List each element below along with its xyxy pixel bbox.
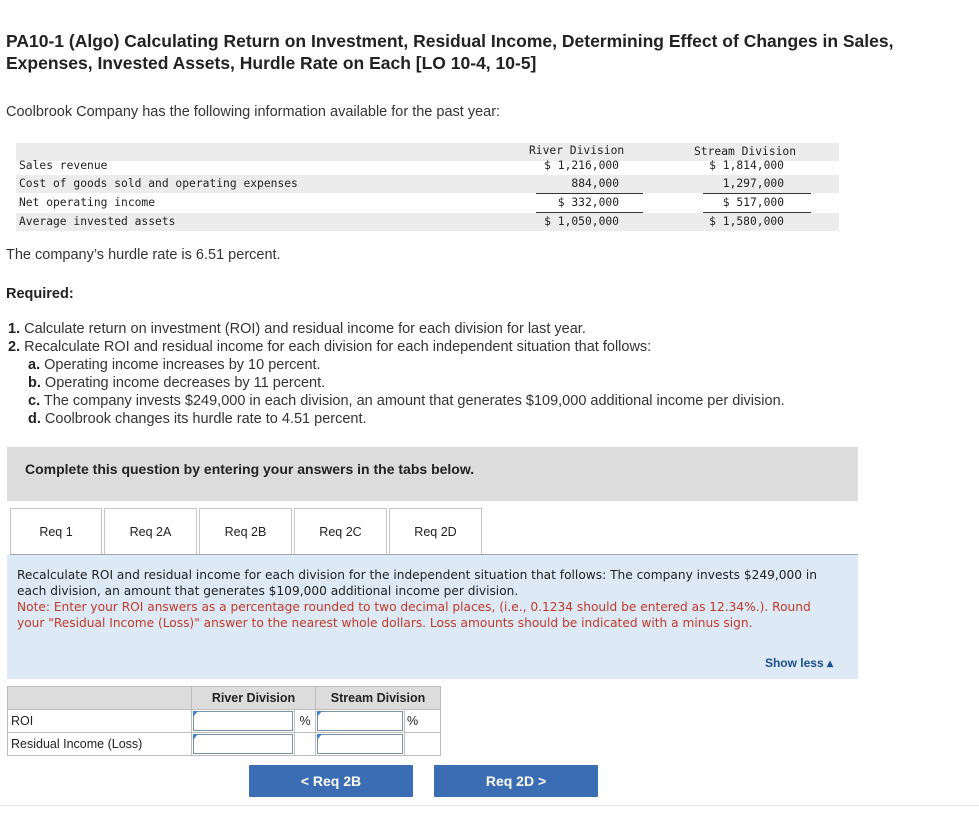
requirement-2a (8, 356, 785, 374)
info-stream-value: 1,297,000 (722, 177, 784, 190)
info-stream-value: $ 1,814,000 (709, 159, 784, 172)
requirement-number: 1. (8, 321, 21, 337)
answer-corner-cell (8, 687, 192, 710)
info-row-noi (16, 194, 839, 212)
tab-req-1[interactable]: Req 1 (10, 508, 102, 555)
requirements-list (8, 320, 785, 428)
input-box[interactable] (317, 711, 403, 731)
required-label: Required: (6, 286, 74, 302)
answer-table (7, 686, 441, 756)
info-table (16, 143, 839, 231)
input-box[interactable] (193, 711, 293, 731)
instruction-panel (7, 555, 858, 679)
info-river-value: $ 1,216,000 (544, 159, 619, 172)
info-row-sales (16, 157, 839, 175)
hurdle-rate-text: The company’s hurdle rate is 6.51 percent. (6, 247, 281, 263)
info-stream-value: $ 517,000 (722, 196, 784, 209)
info-row-assets (16, 213, 839, 231)
percent-unit: % (405, 710, 441, 733)
input-box[interactable] (193, 734, 293, 754)
requirement-2 (8, 338, 785, 356)
info-river-value: 884,000 (571, 177, 619, 190)
info-label: Cost of goods sold and operating expenses (19, 177, 298, 190)
requirement-text: The company invests $249,000 in each division, an amount that generates $109,000 additional income per division. (43, 393, 785, 409)
tab-req-2d[interactable]: Req 2D (389, 508, 482, 555)
info-river-value: $ 1,050,000 (544, 215, 619, 228)
requirement-1 (8, 320, 785, 338)
answer-row-ri (8, 733, 441, 756)
info-row-cogs (16, 175, 839, 193)
requirement-text: Operating income increases by 10 percent. (44, 357, 321, 373)
info-label: Sales revenue (19, 159, 108, 172)
note-text: Note: Enter your ROI answers as a percentage rounded to two decimal places, (i.e., 0.1234 should be entered as 12.34%.). Round your "Residual Income (Loss)" answer to the nearest whole dollars. Loss amounts should be indicated with a minus sign. (17, 600, 811, 630)
roi-stream-input[interactable] (316, 710, 405, 733)
empty-unit-cell (405, 733, 441, 756)
input-box[interactable] (317, 734, 403, 754)
answer-col-river: River Division (192, 687, 316, 710)
answer-col-stream: Stream Division (316, 687, 441, 710)
answer-row-roi (8, 710, 441, 733)
info-header-river: River Division (529, 144, 625, 157)
answer-row-label: Residual Income (Loss) (8, 733, 192, 756)
info-river-value: $ 332,000 (557, 196, 619, 209)
requirement-2b (8, 374, 785, 392)
page-title: PA10-1 (Algo) Calculating Return on Investment, Residual Income, Determining Effect of Changes in Sales, Expenses, Invested Assets, Hurdle Rate on Each [LO 10-4, 10-5] (6, 31, 894, 73)
input-marker-icon (317, 711, 322, 717)
requirement-text: Recalculate ROI and residual income for each division for each independent situation that follows: (24, 339, 652, 355)
tab-req-2c[interactable]: Req 2C (294, 508, 387, 555)
input-marker-icon (193, 711, 198, 717)
input-marker-icon (317, 734, 322, 740)
intro-text: Coolbrook Company has the following information available for the past year: (6, 104, 501, 120)
roi-river-input[interactable] (192, 710, 295, 733)
prev-req-2b-button[interactable]: < Req 2B (249, 765, 413, 797)
info-stream-value: $ 1,580,000 (709, 215, 784, 228)
ri-stream-input[interactable] (316, 733, 405, 756)
input-marker-icon (193, 734, 198, 740)
answer-header-row (8, 687, 441, 710)
next-req-2d-button[interactable]: Req 2D > (434, 765, 598, 797)
tab-req-2a[interactable]: Req 2A (104, 508, 197, 555)
info-label: Net operating income (19, 196, 156, 209)
percent-unit: % (295, 710, 316, 733)
info-label: Average invested assets (19, 215, 176, 228)
requirement-number: 2. (8, 339, 21, 355)
empty-unit-cell (295, 733, 316, 756)
requirement-2d (8, 410, 785, 428)
requirement-letter: b. (28, 375, 41, 391)
ri-river-input[interactable] (192, 733, 295, 756)
instruction-text: Recalculate ROI and residual income for each division for the independent situation that follows: The company invests $249,000 in each division, an amount that generates $109,000 additional income per division. (17, 568, 817, 598)
requirement-2c (8, 392, 785, 410)
requirement-text: Operating income decreases by 11 percent. (44, 375, 326, 391)
requirement-letter: d. (28, 411, 41, 427)
info-header-stream: Stream Division (694, 145, 797, 158)
requirement-text: Calculate return on investment (ROI) and residual income for each division for last year. (24, 321, 586, 337)
requirement-letter: c. (28, 393, 41, 409)
requirement-text: Coolbrook changes its hurdle rate to 4.51 percent. (44, 411, 367, 427)
complete-banner-text: Complete this question by entering your answers in the tabs below. (25, 461, 475, 477)
footer-divider (0, 805, 979, 806)
answer-row-label: ROI (8, 710, 192, 733)
show-less-link[interactable]: Show less ▴ (764, 656, 833, 670)
complete-banner (7, 447, 858, 501)
tab-req-2b[interactable]: Req 2B (199, 508, 292, 555)
requirement-letter: a. (28, 357, 41, 373)
